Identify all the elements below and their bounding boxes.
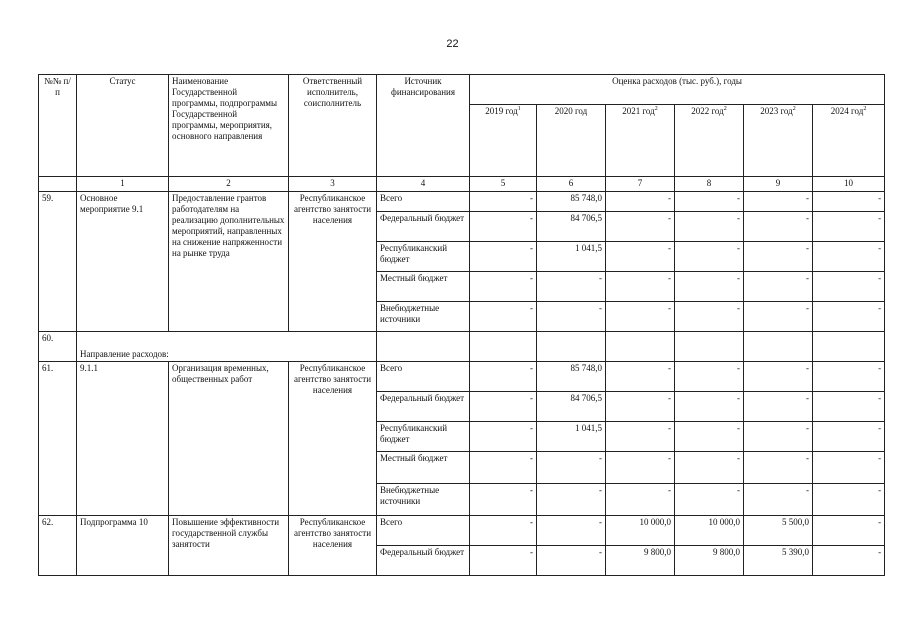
amount-cell: - (813, 302, 885, 332)
amount-cell: - (675, 452, 744, 484)
row-num: 59. (39, 192, 77, 332)
row-num: 61. (39, 362, 77, 516)
year-label: 2024 год (830, 106, 864, 116)
year-label: 2021 год (622, 106, 655, 116)
amount-cell: - (675, 272, 744, 302)
row-status: Основное мероприятие 9.1 (77, 192, 169, 332)
amount-cell: - (537, 272, 606, 302)
amount-cell: - (813, 272, 885, 302)
amount-cell: - (744, 392, 813, 422)
amount-cell: - (537, 302, 606, 332)
footnote-mark: 2 (654, 106, 658, 112)
amount-cell: - (744, 452, 813, 484)
row-executor: Республиканское агентство занятости населения (289, 192, 377, 332)
funding-source: Внебюджетные источники (377, 484, 470, 516)
footnote-mark: 2 (723, 106, 727, 112)
amount-cell: - (470, 242, 537, 272)
row-name: Повышение эффективности государственной службы занятости (169, 516, 289, 576)
row-executor: Республиканское агентство занятости населения (289, 362, 377, 516)
empty-cell (470, 332, 537, 362)
table-row (39, 192, 885, 212)
amount-cell: 9 800,0 (606, 546, 675, 576)
table-row (39, 332, 885, 362)
empty-cell (813, 332, 885, 362)
amount-cell: - (744, 302, 813, 332)
amount-cell: - (813, 212, 885, 242)
amount-cell: - (744, 484, 813, 516)
amount-cell: - (606, 212, 675, 242)
header-num: №№ п/п (39, 75, 77, 177)
amount-cell: 85 748,0 (537, 362, 606, 392)
page-number: 22 (446, 38, 459, 50)
empty-cell (675, 332, 744, 362)
amount-cell: 10 000,0 (606, 516, 675, 546)
amount-cell: - (470, 362, 537, 392)
funding-source: Республиканский бюджет (377, 422, 470, 452)
amount-cell: - (744, 242, 813, 272)
amount-cell: - (470, 212, 537, 242)
header-status: Статус (77, 75, 169, 177)
amount-cell: - (813, 362, 885, 392)
amount-cell: - (744, 272, 813, 302)
year-header (470, 105, 537, 177)
amount-cell: - (470, 272, 537, 302)
funding-source: Всего (377, 362, 470, 392)
amount-cell: - (675, 422, 744, 452)
amount-cell: - (675, 484, 744, 516)
amount-cell: - (813, 546, 885, 576)
amount-cell: - (675, 302, 744, 332)
column-index: 7 (606, 177, 675, 192)
year-header (537, 105, 606, 177)
amount-cell: 84 706,5 (537, 392, 606, 422)
budget-table (38, 74, 885, 576)
amount-cell: 85 748,0 (537, 192, 606, 212)
funding-source: Всего (377, 192, 470, 212)
amount-cell: - (537, 516, 606, 546)
year-header (606, 105, 675, 177)
amount-cell: - (813, 242, 885, 272)
amount-cell: 84 706,5 (537, 212, 606, 242)
column-index: 3 (289, 177, 377, 192)
funding-source: Местный бюджет (377, 272, 470, 302)
column-index: 9 (744, 177, 813, 192)
column-index: 8 (675, 177, 744, 192)
amount-cell: - (470, 392, 537, 422)
column-index-empty (39, 177, 77, 192)
amount-cell: - (744, 362, 813, 392)
amount-cell: - (813, 516, 885, 546)
header-source: Источник финансирования (377, 75, 470, 177)
row-status: 9.1.1 (77, 362, 169, 516)
year-label: 2022 год (691, 106, 724, 116)
empty-cell (744, 332, 813, 362)
direction-label: Направление расходов: (77, 332, 377, 362)
table-body (39, 192, 885, 576)
amount-cell: - (744, 212, 813, 242)
row-status: Подпрограмма 10 (77, 516, 169, 576)
header-name: Наименование Государственной программы, подпрограммы Государственной программы, мероприятия, основного направления (169, 75, 289, 177)
amount-cell: 9 800,0 (675, 546, 744, 576)
amount-cell: - (606, 452, 675, 484)
footnote-mark: 2 (863, 106, 867, 112)
row-num: 60. (39, 332, 77, 362)
amount-cell: - (675, 392, 744, 422)
amount-cell: - (470, 452, 537, 484)
funding-source: Республиканский бюджет (377, 242, 470, 272)
amount-cell: - (675, 212, 744, 242)
amount-cell: - (606, 392, 675, 422)
amount-cell: - (813, 422, 885, 452)
row-name: Предоставление грантов работодателям на реализацию дополнительных мероприятий, направленных на снижение напряженности на рынке труда (169, 192, 289, 332)
amount-cell: - (675, 192, 744, 212)
column-index: 4 (377, 177, 470, 192)
amount-cell: - (606, 484, 675, 516)
amount-cell: - (675, 242, 744, 272)
funding-source: Внебюджетные источники (377, 302, 470, 332)
amount-cell: - (813, 484, 885, 516)
amount-cell: - (537, 452, 606, 484)
amount-cell: - (744, 192, 813, 212)
funding-source: Федеральный бюджет (377, 392, 470, 422)
amount-cell: - (606, 192, 675, 212)
year-header (675, 105, 744, 177)
amount-cell: - (470, 546, 537, 576)
amount-cell: - (606, 422, 675, 452)
amount-cell: - (470, 422, 537, 452)
year-label: 2020 год (554, 106, 588, 116)
column-index: 2 (169, 177, 289, 192)
funding-source: Федеральный бюджет (377, 546, 470, 576)
year-header (744, 105, 813, 177)
column-index: 5 (470, 177, 537, 192)
table-row (39, 516, 885, 546)
amount-cell: 1 041,5 (537, 242, 606, 272)
footnote-mark: 1 (517, 106, 521, 112)
amount-cell: - (537, 546, 606, 576)
table-row (39, 362, 885, 392)
year-label: 2023 год (760, 106, 793, 116)
column-index-row (39, 177, 885, 192)
amount-cell: - (470, 192, 537, 212)
amount-cell: - (537, 484, 606, 516)
empty-cell (537, 332, 606, 362)
amount-cell: 5 500,0 (744, 516, 813, 546)
amount-cell: - (813, 192, 885, 212)
amount-cell: - (470, 302, 537, 332)
column-index: 6 (537, 177, 606, 192)
amount-cell: - (606, 242, 675, 272)
row-name: Организация временных, общественных работ (169, 362, 289, 516)
empty-cell (606, 332, 675, 362)
amount-cell: - (813, 452, 885, 484)
amount-cell: 1 041,5 (537, 422, 606, 452)
empty-cell (377, 332, 470, 362)
column-index: 10 (813, 177, 885, 192)
row-num: 62. (39, 516, 77, 576)
amount-cell: - (813, 392, 885, 422)
year-label: 2019 год (485, 106, 518, 116)
amount-cell: - (606, 362, 675, 392)
footnote-mark: 2 (792, 106, 796, 112)
funding-source: Всего (377, 516, 470, 546)
funding-source: Местный бюджет (377, 452, 470, 484)
amount-cell: - (606, 302, 675, 332)
row-executor: Республиканское агентство занятости населения (289, 516, 377, 576)
header-estimate: Оценка расходов (тыс. руб.), годы (470, 75, 885, 105)
amount-cell: - (744, 422, 813, 452)
funding-source: Федеральный бюджет (377, 212, 470, 242)
header-executor: Ответственный исполнитель, соисполнитель (289, 75, 377, 177)
year-header (813, 105, 885, 177)
amount-cell: - (470, 484, 537, 516)
amount-cell: 5 390,0 (744, 546, 813, 576)
amount-cell: 10 000,0 (675, 516, 744, 546)
column-index: 1 (77, 177, 169, 192)
amount-cell: - (470, 516, 537, 546)
amount-cell: - (606, 272, 675, 302)
amount-cell: - (675, 362, 744, 392)
